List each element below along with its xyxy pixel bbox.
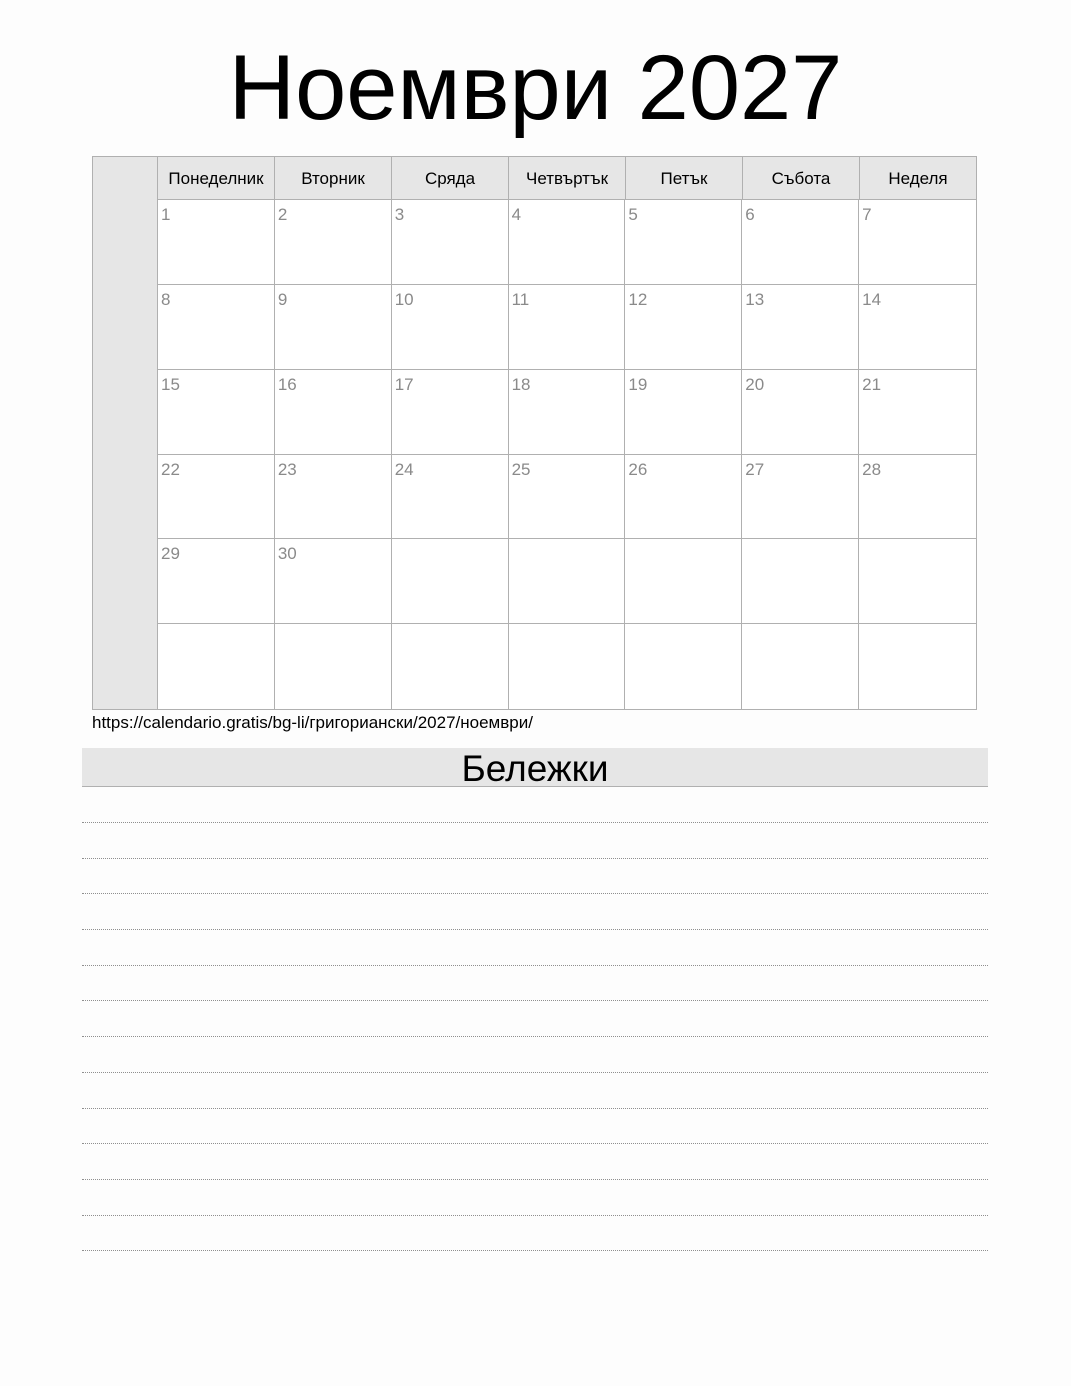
note-line bbox=[82, 1143, 988, 1179]
day-cell bbox=[158, 455, 275, 540]
day-number: 30 bbox=[277, 544, 297, 564]
day-number: 23 bbox=[277, 459, 297, 479]
weekday-saturday: Събота bbox=[743, 157, 860, 199]
note-line bbox=[82, 1000, 988, 1036]
day-cell bbox=[859, 200, 976, 285]
weekday-sunday: Неделя bbox=[888, 169, 948, 188]
day-cell bbox=[275, 539, 392, 624]
day-cell bbox=[742, 285, 859, 370]
day-number: 25 bbox=[511, 459, 531, 479]
day-cell bbox=[742, 624, 859, 709]
day-number: 21 bbox=[862, 374, 882, 394]
day-number: 27 bbox=[745, 459, 765, 479]
day-cell bbox=[275, 370, 392, 455]
day-cell bbox=[392, 285, 509, 370]
day-cell bbox=[509, 624, 626, 709]
day-cell bbox=[158, 539, 275, 624]
note-line bbox=[82, 965, 988, 1001]
day-cells bbox=[158, 200, 976, 709]
source-url: https://calendario.gratis/bg-li/григориански/2027/ноември/ bbox=[92, 713, 533, 732]
day-cell bbox=[742, 200, 859, 285]
day-cell bbox=[509, 455, 626, 540]
note-line bbox=[82, 893, 988, 929]
notes-heading: Бележки bbox=[82, 748, 988, 787]
day-number: 29 bbox=[161, 544, 180, 564]
day-number: 9 bbox=[277, 289, 288, 309]
day-cell bbox=[625, 200, 742, 285]
day-number: 3 bbox=[394, 205, 405, 224]
note-line bbox=[82, 1250, 988, 1286]
day-cell bbox=[275, 624, 392, 709]
day-cell bbox=[742, 539, 859, 624]
day-cell bbox=[275, 200, 392, 285]
day-cell bbox=[625, 285, 742, 370]
note-line bbox=[82, 822, 988, 858]
weekday-tuesday: Вторник bbox=[275, 157, 392, 199]
day-cell bbox=[392, 455, 509, 540]
day-number: 14 bbox=[862, 289, 882, 309]
day-cell bbox=[859, 370, 976, 455]
day-number: 5 bbox=[628, 205, 638, 224]
weekday-monday: Понеделник bbox=[158, 157, 275, 199]
day-cell bbox=[158, 200, 275, 285]
day-number: 4 bbox=[511, 205, 522, 224]
day-number: 28 bbox=[862, 459, 882, 479]
day-cell bbox=[275, 455, 392, 540]
day-cell bbox=[509, 200, 626, 285]
day-cell bbox=[509, 285, 626, 370]
note-line bbox=[82, 1108, 988, 1144]
day-cell bbox=[392, 370, 509, 455]
day-cell bbox=[509, 370, 626, 455]
day-number: 15 bbox=[161, 374, 180, 394]
note-line bbox=[82, 1036, 988, 1072]
day-cell bbox=[509, 539, 626, 624]
day-cell bbox=[742, 455, 859, 540]
day-number: 12 bbox=[628, 289, 648, 309]
day-cell bbox=[859, 285, 976, 370]
day-cell bbox=[625, 539, 742, 624]
day-number: 6 bbox=[745, 205, 755, 224]
day-cell bbox=[859, 455, 976, 540]
day-cell bbox=[742, 370, 859, 455]
weekday-thursday: Четвъртък bbox=[509, 157, 626, 199]
day-cell bbox=[392, 539, 509, 624]
day-number: 17 bbox=[394, 374, 414, 394]
note-line bbox=[82, 1179, 988, 1215]
notes-lines bbox=[82, 822, 988, 1286]
day-number: 24 bbox=[394, 459, 414, 479]
day-number: 13 bbox=[745, 289, 765, 309]
day-number: 2 bbox=[277, 205, 288, 224]
day-cell bbox=[625, 455, 742, 540]
day-cell bbox=[625, 624, 742, 709]
note-line bbox=[82, 858, 988, 894]
day-number: 10 bbox=[394, 289, 414, 309]
day-number: 18 bbox=[511, 374, 531, 394]
note-line bbox=[82, 1215, 988, 1251]
weekday-wednesday: Сряда bbox=[392, 157, 509, 199]
day-cell bbox=[158, 624, 275, 709]
weekday-header-row bbox=[158, 157, 976, 200]
day-number: 22 bbox=[161, 459, 180, 479]
day-cell bbox=[392, 624, 509, 709]
day-number: 1 bbox=[161, 205, 171, 224]
day-cell bbox=[158, 370, 275, 455]
day-cell bbox=[625, 370, 742, 455]
note-line bbox=[82, 929, 988, 965]
day-number: 20 bbox=[745, 374, 765, 394]
page-title: Ноември 2027 bbox=[228, 37, 843, 139]
week-label-column bbox=[93, 157, 158, 709]
day-cell bbox=[392, 200, 509, 285]
day-number: 11 bbox=[511, 289, 530, 309]
day-number: 7 bbox=[862, 205, 872, 224]
day-cell bbox=[158, 285, 275, 370]
day-cell bbox=[275, 285, 392, 370]
day-number: 19 bbox=[628, 374, 648, 394]
weekday-friday: Петък bbox=[626, 157, 743, 199]
day-number: 16 bbox=[277, 374, 297, 394]
day-cell bbox=[859, 539, 976, 624]
day-number: 8 bbox=[161, 289, 171, 309]
calendar-grid bbox=[92, 156, 977, 710]
note-line bbox=[82, 1072, 988, 1108]
day-number: 26 bbox=[628, 459, 648, 479]
day-cell bbox=[859, 624, 976, 709]
